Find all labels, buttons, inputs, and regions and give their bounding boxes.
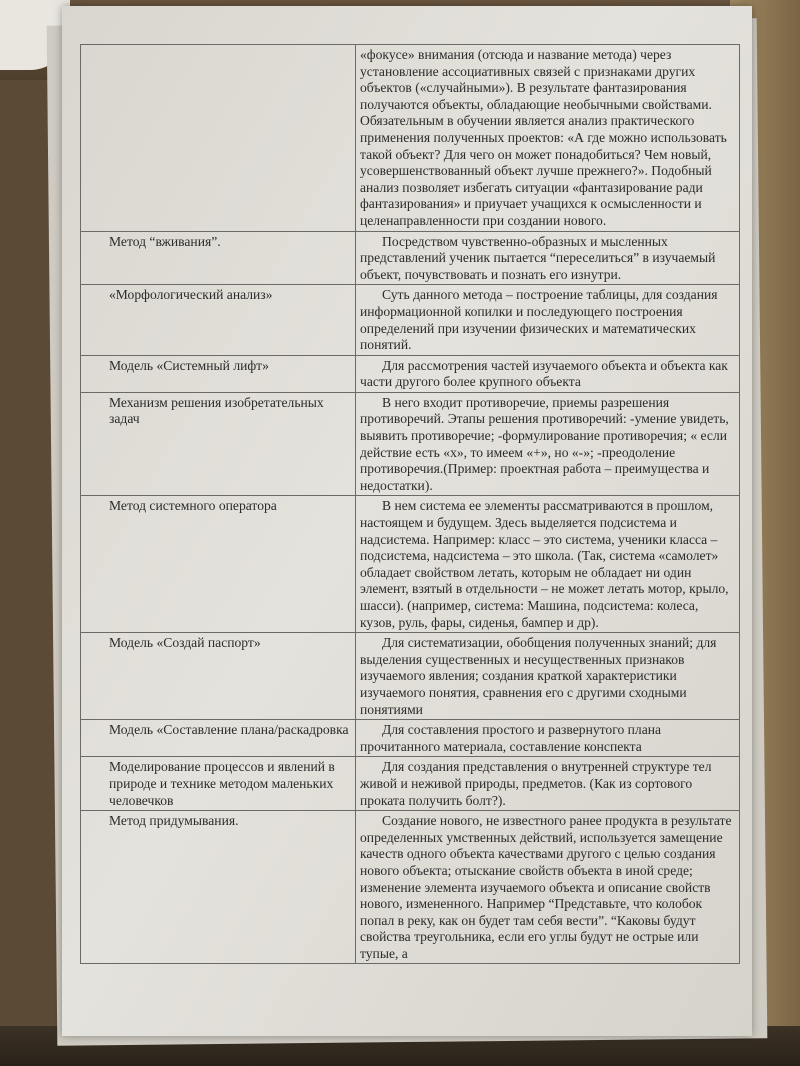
document-page	[62, 6, 752, 1036]
method-name: Метод системного оператора	[81, 496, 356, 633]
table-row	[81, 811, 740, 964]
method-description: Суть данного метода – построение таблицы, для создания информационной копилки и последующего построения определений при изучении физических и математических понятий.	[356, 285, 740, 355]
method-name: Механизм решения изобретательных задач	[81, 392, 356, 496]
method-name: Метод придумывания.	[81, 811, 356, 964]
table-row	[81, 392, 740, 496]
method-name: Модель «Системный лифт»	[81, 355, 356, 392]
table-row	[81, 720, 740, 757]
method-name: «Морфологический анализ»	[81, 285, 356, 355]
table-row	[81, 757, 740, 811]
method-description: В него входит противоречие, приемы разрешения противоречий. Этапы решения противоречий: -умение увидеть, выявить противоречие; -формулирование противоречия; « если действие есть «х», то имеем «+», но «-»; -преодоление противоречия.(Пример: проектная работа – преимущества и недостатки).	[356, 392, 740, 496]
method-name: Моделирование процессов и явлений в природе и технике методом маленьких человечков	[81, 757, 356, 811]
table-row	[81, 45, 740, 232]
method-description: Для составления простого и развернутого плана прочитанного материала, составление конспекта	[356, 720, 740, 757]
method-description: Посредством чувственно-образных и мысленных представлений ученик пытается “переселиться” в изучаемый объект, почувствовать и познать его изнутри.	[356, 231, 740, 285]
method-description: В нем система ее элементы рассматриваются в прошлом, настоящем и будущем. Здесь выделяется подсистема и надсистема. Например: класс – это система, ученики класса – подсистема, надсистема – это школа. (Так, система «самолет» обладает свойством летать, которым не обладает ни один элемент, взятый в отдельности – не может летать мотор, крыло, шасси). (например, система: Машина, подсистема: колеса, кузов, руль, фары, сиденья, бампер и др).	[356, 496, 740, 633]
method-name: Модель «Создай паспорт»	[81, 633, 356, 720]
methods-table	[80, 44, 740, 964]
table-row	[81, 633, 740, 720]
table-row	[81, 231, 740, 285]
method-name: Модель «Составление плана/раскадровка	[81, 720, 356, 757]
method-name: Метод “вживания”.	[81, 231, 356, 285]
method-description: Для систематизации, обобщения полученных знаний; для выделения существенных и несущественных признаков изучаемого явления; создания краткой характеристики изучаемого понятия, сравнения его с другими сходными понятиями	[356, 633, 740, 720]
table-row	[81, 496, 740, 633]
method-description: Для создания представления о внутренней структуре тел живой и неживой природы, предметов. (Как из сортового проката получить болт?).	[356, 757, 740, 811]
method-description: Создание нового, не известного ранее продукта в результате определенных умственных действий, используется замещение качеств одного объекта качествами другого с целью создания нового объекта; отыскание свойств объекта в иной среде; изменение элемента изучаемого объекта и описание свойств нового, измененного. Например “Представьте, что колобок попал в реку, как он будет там себя вести”. “Каковы будут свойства треугольника, если его углы будут не острые или тупые, а	[356, 811, 740, 964]
table-row	[81, 355, 740, 392]
method-name	[81, 45, 356, 232]
method-description: «фокусе» внимания (отсюда и название метода) через установление ассоциативных связей с признаками других объектов («случайными»). В результате фантазирования получаются объекты, обладающие необычными свойствами. Обязательным в обучении является анализ практического применения полученных проектов: «А где можно использовать такой объект? Для чего он может понадобиться? Чем новый, усовершенствованный объект лучше прежнего?». Подобный анализ позволяет избегать ситуации «фантазирование ради фантазирования» и приучает учащихся к осмысленности и целенаправленности при создании нового.	[356, 45, 740, 232]
method-description: Для рассмотрения частей изучаемого объекта и объекта как части другого более крупного объекта	[356, 355, 740, 392]
table-row	[81, 285, 740, 355]
